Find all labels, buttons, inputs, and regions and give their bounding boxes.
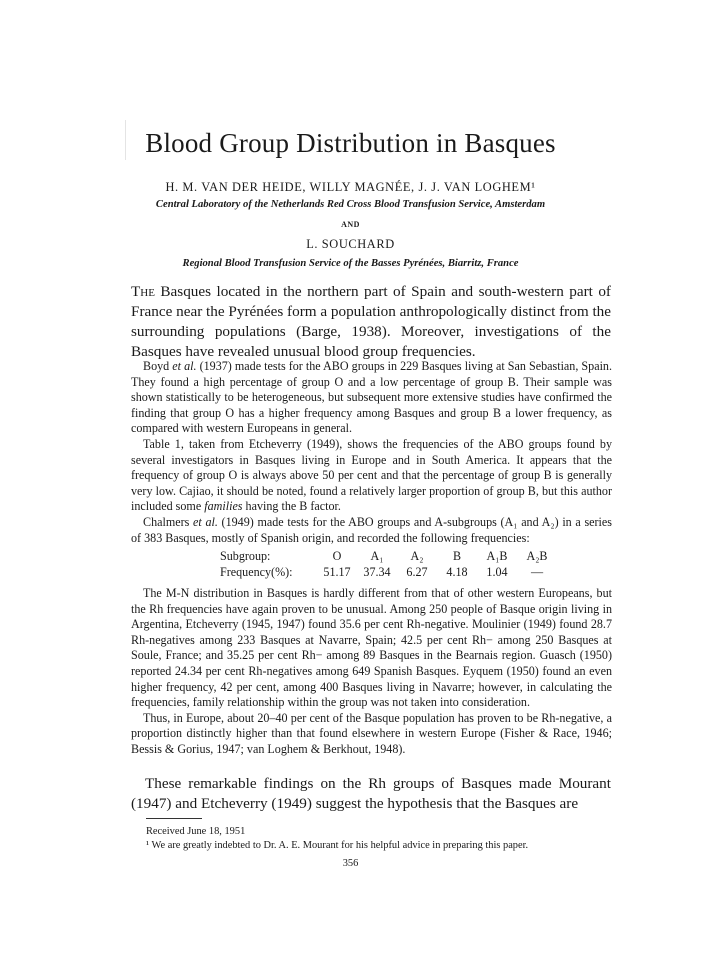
value-cell: 1.04 [486, 565, 508, 579]
p3-b: et al. [193, 514, 218, 529]
frequency-table [220, 548, 557, 580]
frequency-value-row [220, 564, 557, 580]
header-cell: B [452, 549, 462, 563]
header-label: Subgroup: [220, 549, 271, 563]
header-cell: A₂B [526, 549, 548, 563]
value-cell: 6.27 [406, 565, 428, 579]
lead-text: Basques located in the northern part of Spain and south-western part of France near the Pyrénées form a population anthropologically distinct from the surrounding populations (Barge, 1938). Moreover, investigations of the Basques have revealed unusual blood group frequencies. [131, 283, 611, 360]
paragraph-boyd [131, 359, 612, 437]
paragraph-europe: Thus, in Europe, about 20–40 per cent of the Basque population has proven to be Rh-negative, a proportion distinctly higher than that found elsewhere in western Europe (Fisher & Race, 1946; Bessis & Gorius, 1947; van Loghem & Berkhout, 1948). [131, 710, 612, 756]
hypothesis-paragraph [131, 774, 611, 814]
p2-b: families [204, 499, 243, 514]
header-cell: A₁ [370, 549, 384, 563]
body-block-2 [131, 586, 612, 758]
p1-a: Boyd [143, 359, 173, 373]
footnote-1: ¹ We are greatly indebted to Dr. A. E. Mourant for his helpful advice in preparing this paper. [146, 840, 529, 851]
value-cell: 37.34 [363, 565, 391, 579]
p3-a: Chalmers [143, 514, 194, 529]
footnotes [146, 825, 616, 853]
paragraph-mn: The M-N distribution in Basques is hardly different from that of other western Europeans, but the Rh frequencies have again proven to be unusual. Among 250 people of Basque origin living in Argentina, Etcheverry (1945, 1947) found 35.6 per cent Rh-negative. Moulinier (1949) found 28.7 Rh-negatives among 233 Basques at Navarre, Spain; 42.5 per cent Rh− among 250 Basques at Soule, France; and 35.25 per cent Rh− among 89 Basques in the Bearnais region. Guasch (1950) reported 24.34 per cent Rh-negatives among 649 Spanish Basques. Eyquem (1950) found an even higher frequency, 42 per cent, among 400 Basques living in Navarre; however, in calculating the frequencies, family relationship within the group was not taken into consideration. [131, 586, 612, 710]
row-label: Frequency(%): [220, 565, 293, 579]
authors-line: H. M. VAN DER HEIDE, WILLY MAGNÉE, J. J. VAN LOGHEM¹ [165, 180, 536, 194]
p1-c: (1937) made tests for the ABO groups in 229 Basques living at San Sebastian, Spain. They found a high percentage of group O and a low percentage of group B. Their sample was shown statistically to be heterogeneous, but subsequent more extensive studies have confirmed the finding that group O has a higher frequency among Basques and group B a lower frequency, as compared with western Europeans in general. [131, 359, 613, 436]
page-number: 356 [342, 858, 359, 869]
frequency-header-row [220, 548, 557, 564]
received-date: Received June 18, 1951 [146, 826, 246, 837]
body-block-1 [131, 359, 612, 546]
lead-first-word: The [131, 283, 155, 300]
p1-b: et al. [172, 359, 197, 373]
header-cell: A₁B [486, 549, 508, 563]
p2-c: having the B factor. [242, 499, 341, 514]
value-cell: — [530, 565, 544, 579]
lead-paragraph [131, 282, 611, 362]
footnote-rule [146, 818, 202, 819]
author-2: L. SOUCHARD [306, 237, 395, 251]
header-cell: A₂ [410, 549, 424, 563]
affiliation-1: Central Laboratory of the Netherlands Red Cross Blood Transfusion Service, Amsterdam [155, 199, 546, 210]
and-separator: AND [341, 220, 360, 229]
affiliation-2 [0, 258, 701, 269]
hypothesis-text: These remarkable findings on the Rh groups of Basques made Mourant (1947) and Etcheverry (1949) suggest the hypothesis that the Basques are [131, 775, 611, 812]
paragraph-table1 [131, 437, 612, 515]
value-cell: 4.18 [446, 565, 468, 579]
p3-c: (1949) made tests for the ABO groups and A-subgroups (A₁ and A₂) in a series of 383 Basques, mostly of Spanish origin, and recorded the following frequencies: [131, 514, 612, 545]
article-title: Blood Group Distribution in Basques [145, 128, 556, 158]
paragraph-chalmers [131, 515, 612, 546]
p2-a: Table 1, taken from Etcheverry (1949), shows the frequencies of the ABO groups found by several investigators in Basques living in Europe and in South America. It appears that the frequency of group O is always above 50 per cent and that the percentage of group B is generally very low. Cajiao, it should be noted, found a relatively larger proportion of group B, but this author included some [131, 436, 612, 514]
header-cell: O [332, 549, 342, 563]
value-cell: 51.17 [323, 565, 351, 579]
affiliation-2-text: Regional Blood Transfusion Service of the Basses Pyrénées, Biarritz, France [182, 258, 519, 269]
